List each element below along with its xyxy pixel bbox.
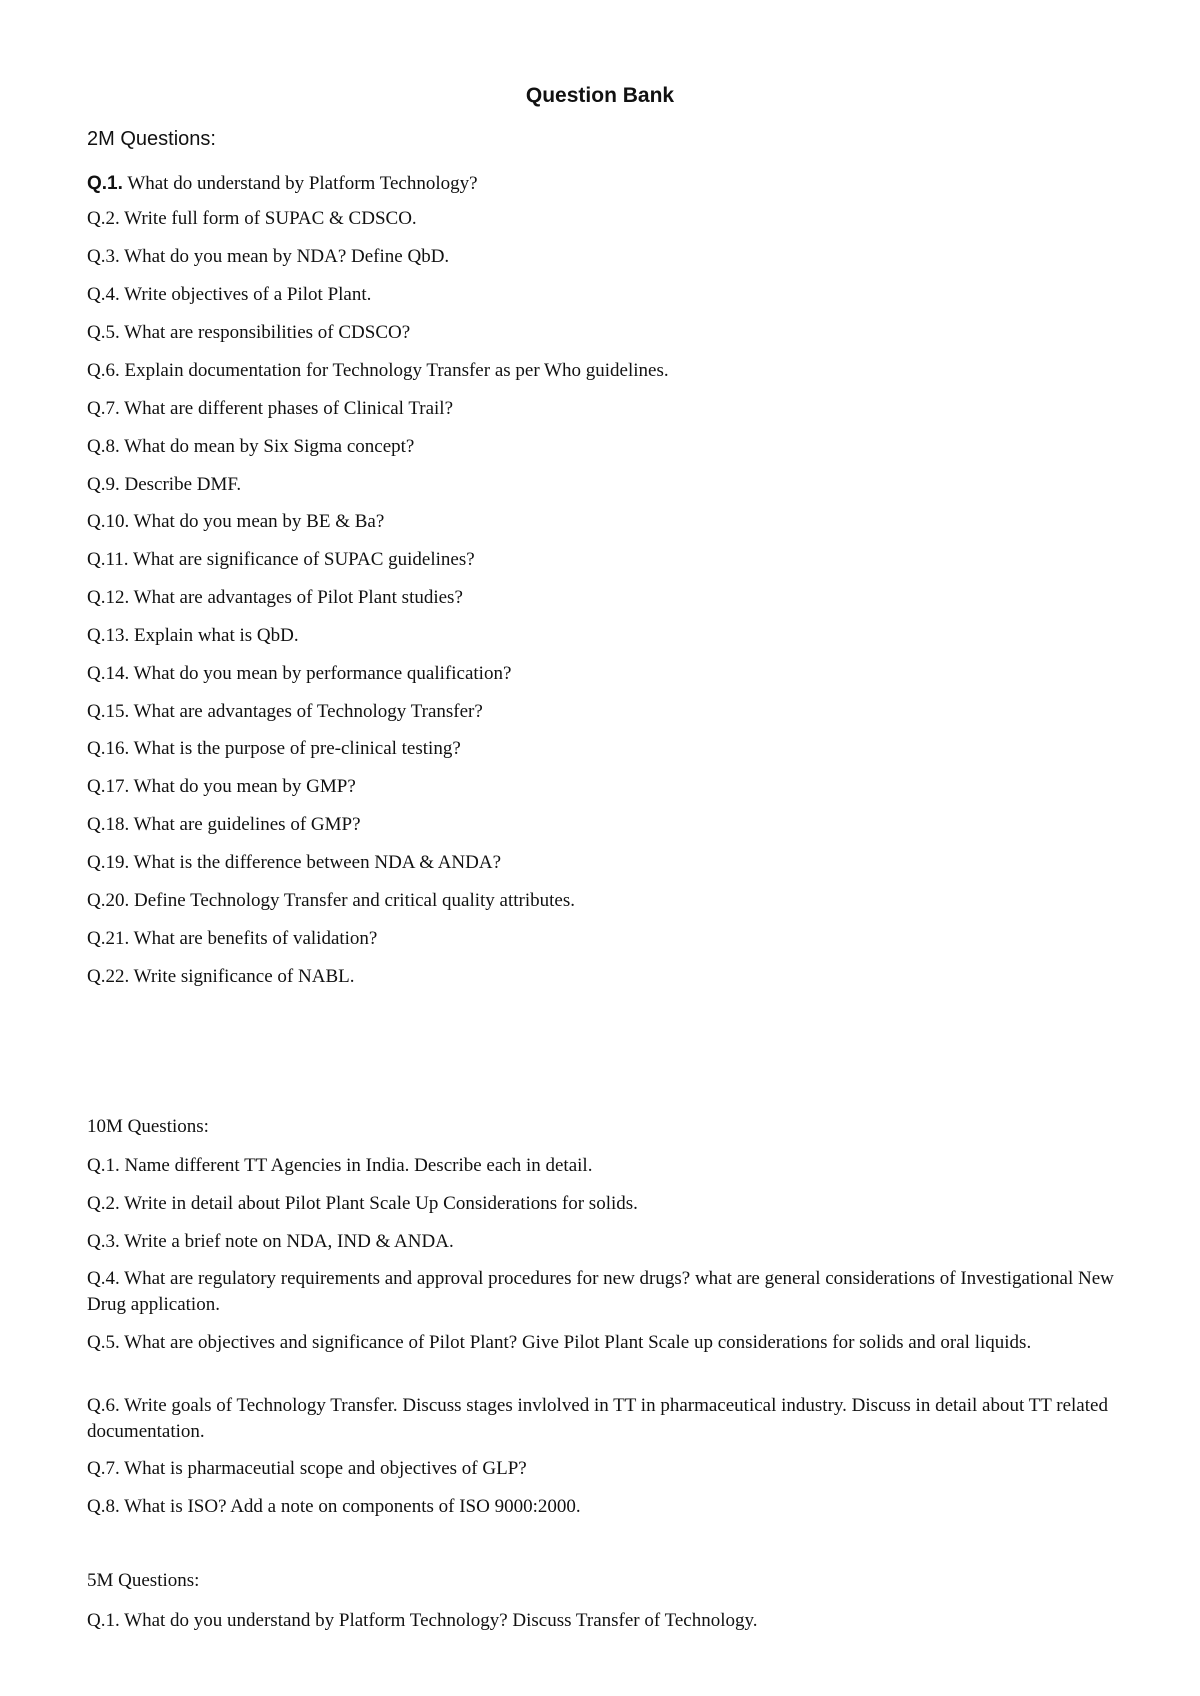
question-text: What are guidelines of GMP? [129,814,361,835]
question-text: Write goals of Technology Transfer. Discuss stages invlolved in TT in pharmaceutical industry. Discuss in detail about TT related documentation. [87,1395,1108,1442]
question-item [87,888,1137,914]
question-text: What is ISO? Add a note on components of ISO 9000:2000. [119,1496,581,1517]
question-text: What do you understand by Platform Technology? Discuss Transfer of Technology. [119,1610,758,1631]
question-text: What is the purpose of pre-clinical testing? [129,738,461,759]
question-item [87,434,1137,460]
question-number: Q.16. [87,738,130,759]
question-number: Q.13. [87,625,130,646]
question-item [87,547,1137,573]
question-item [87,661,1137,687]
question-number: Q.6. [87,1395,120,1416]
question-text: Name different TT Agencies in India. Describe each in detail. [119,1155,593,1176]
question-item [87,926,1137,952]
question-item [87,244,1137,270]
section-heading-5m: 5M Questions: [87,1570,200,1591]
question-text: What do you mean by performance qualification? [129,663,512,684]
question-item [87,623,1137,649]
question-text: What are regulatory requirements and approval procedures for new drugs? what are general considerations of Investigational New Drug application. [87,1268,1114,1315]
question-item [87,509,1137,535]
question-item [87,171,1137,197]
question-item [87,774,1137,800]
question-number: Q.1. [87,173,123,194]
question-item [87,206,1137,232]
question-item [87,472,1137,498]
question-item [87,812,1137,838]
question-number: Q.7. [87,1458,120,1479]
question-number: Q.5. [87,1332,120,1353]
question-number: Q.6. [87,360,120,381]
section-heading-2m: 2M Questions: [87,128,216,150]
question-text: What is the difference between NDA & ANDA? [129,852,502,873]
question-text: Write objectives of a Pilot Plant. [119,284,372,305]
question-item [87,1494,1137,1520]
question-item [87,1608,1137,1634]
question-number: Q.15. [87,701,130,722]
question-number: Q.10. [87,511,130,532]
question-number: Q.17. [87,776,130,797]
question-number: Q.11. [87,549,129,570]
question-item [87,1191,1137,1217]
question-number: Q.4. [87,284,120,305]
question-text: Write in detail about Pilot Plant Scale Up Considerations for solids. [119,1193,638,1214]
question-item [87,1393,1137,1445]
question-text: What do you mean by NDA? Define QbD. [119,246,450,267]
question-number: Q.19. [87,852,130,873]
question-number: Q.5. [87,322,120,343]
question-number: Q.14. [87,663,130,684]
question-number: Q.3. [87,246,120,267]
question-item [87,396,1137,422]
question-item [87,1153,1137,1179]
question-number: Q.12. [87,587,130,608]
question-number: Q.20. [87,890,130,911]
question-number: Q.3. [87,1231,120,1252]
question-item [87,736,1137,762]
question-text: Define Technology Transfer and critical quality attributes. [129,890,575,911]
question-number: Q.8. [87,436,120,457]
question-item [87,1266,1137,1318]
question-item [87,964,1137,990]
question-text: Describe DMF. [119,474,242,495]
section-heading-10m: 10M Questions: [87,1116,209,1137]
question-text: Explain what is QbD. [129,625,299,646]
question-number: Q.21. [87,928,130,949]
question-text: What do you mean by BE & Ba? [129,511,385,532]
question-item [87,320,1137,346]
question-item [87,282,1137,308]
question-text: What are benefits of validation? [129,928,378,949]
question-item [87,585,1137,611]
question-text: What are advantages of Technology Transfer? [129,701,483,722]
question-number: Q.22. [87,966,130,987]
question-number: Q.2. [87,1193,120,1214]
question-text: What are different phases of Clinical Trail? [119,398,454,419]
question-item [87,1229,1137,1255]
question-text: What are responsibilities of CDSCO? [119,322,411,343]
question-number: Q.2. [87,208,120,229]
question-item [87,1456,1137,1482]
question-number: Q.18. [87,814,130,835]
question-item [87,1330,1137,1356]
question-item [87,699,1137,725]
question-text: What is pharmaceutial scope and objectives of GLP? [119,1458,527,1479]
question-number: Q.4. [87,1268,120,1289]
question-text: What do understand by Platform Technology? [122,173,478,194]
question-item [87,850,1137,876]
page-title: Question Bank [525,84,675,107]
question-text: What are significance of SUPAC guidelines? [128,549,475,570]
question-text: What do you mean by GMP? [129,776,356,797]
question-text: What are objectives and significance of Pilot Plant? Give Pilot Plant Scale up considerations for solids and oral liquids. [119,1332,1032,1353]
question-text: Explain documentation for Technology Transfer as per Who guidelines. [119,360,669,381]
question-number: Q.7. [87,398,120,419]
question-text: Write a brief note on NDA, IND & ANDA. [119,1231,454,1252]
question-number: Q.9. [87,474,120,495]
question-text: What are advantages of Pilot Plant studies? [129,587,463,608]
question-text: Write full form of SUPAC & CDSCO. [119,208,417,229]
question-number: Q.8. [87,1496,120,1517]
question-number: Q.1. [87,1610,120,1631]
question-text: Write significance of NABL. [129,966,355,987]
question-number: Q.1. [87,1155,120,1176]
question-item [87,358,1137,384]
question-text: What do mean by Six Sigma concept? [119,436,415,457]
